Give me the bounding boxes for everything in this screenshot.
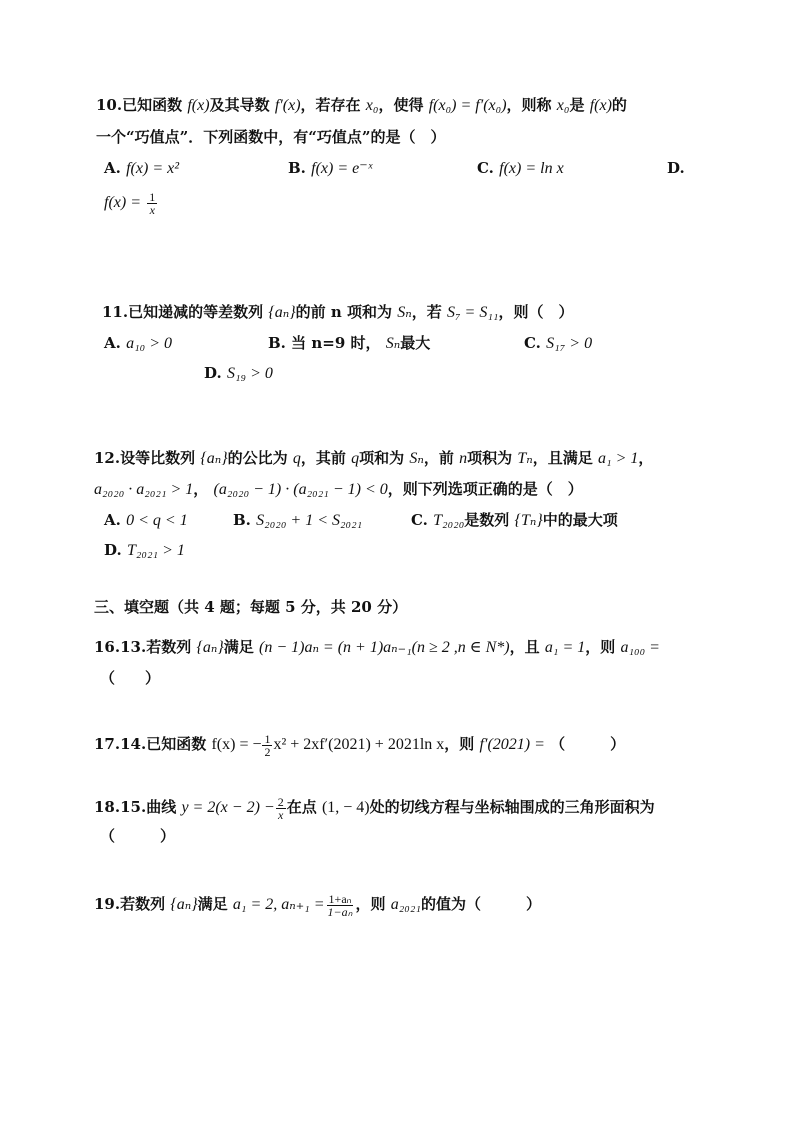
q14-fraction: $\frac{1}{2}$ — [264, 731, 271, 759]
q11-option-b[interactable]: B. 当 n=9 时， Sₙ最大 — [268, 334, 431, 352]
q12-line2: a₂₀₂₀ · a₂₀₂₁ > 1， (a₂₀₂₀ − 1) · (a₂₀₂₁ − 1) < 0，则下列选项正确的是（ ） — [94, 480, 583, 498]
q13-line1: 16.13.若数列 {aₙ}满足 (n − 1)aₙ = (n + 1)aₙ₋₁(n ≥ 2 ,n ∈ N*)，且 a₁ = 1，则 a₁₀₀ = — [94, 638, 660, 656]
q11-line1: 11.已知递减的等差数列 {aₙ}的前 n 项和为 Sₙ，若 S₇ = S₁₁，则（ ） — [102, 303, 574, 321]
q15-fraction: $\frac{2}{x}$ — [277, 794, 284, 822]
q10-option-d-label[interactable]: D. — [667, 159, 685, 177]
q15-answer-blank[interactable]: （ ） — [100, 827, 176, 845]
q19-fraction: $\frac{\text{1+aₙ}}{\text{1−aₙ}}$ — [327, 891, 353, 919]
q10-line1: 10.已知函数 f(x)及其导数 f′(x)，若存在 x₀，使得 f(x₀) = f′(x₀)，则称 x₀是 f(x)的 — [96, 96, 627, 114]
q12-option-c[interactable]: C. T₂₀₂₀是数列 {Tₙ}中的最大项 — [411, 511, 618, 529]
q10-option-d[interactable]: f(x) = $\frac{1}{x}$ — [104, 189, 156, 217]
q14-number: 17.14. — [94, 735, 147, 753]
q10-option-a[interactable]: A. f(x) = x² — [104, 159, 180, 177]
q14-line1: 17.14.已知函数 f(x) = − $\frac{1}{2}$ x² + 2xf′(2021) + 2021ln x，则 f′(2021) = （ ） — [94, 731, 626, 759]
q15-line1: 18.15.曲线 y = 2(x − 2) − $\frac{2}{x}$ 在点 (1, − 4)处的切线方程与坐标轴围成的三角形面积为 — [94, 794, 655, 822]
q10-line2: 一个“巧值点”．下列函数中，有“巧值点”的是（ ） — [96, 128, 446, 146]
q10-option-b[interactable]: B. f(x) = e⁻ˣ — [288, 159, 373, 177]
q11-option-c[interactable]: C. S₁₇ > 0 — [524, 334, 593, 352]
q14-answer-blank[interactable]: （ ） — [550, 735, 626, 753]
q19-line1: 19.若数列 {aₙ}满足 a₁ = 2, aₙ₊₁ = $\frac{\text{1+aₙ}}{\text{1−aₙ}}$ ，则 a₂₀₂₁的值为（ ） — [94, 891, 541, 919]
q10-option-c[interactable]: C. f(x) = ln x — [477, 159, 564, 177]
q19-number: 19. — [94, 895, 121, 913]
q11-option-d[interactable]: D. S₁₉ > 0 — [204, 364, 273, 382]
q13-answer-blank[interactable]: （ ） — [100, 669, 161, 687]
q11-number: 11. — [102, 303, 129, 321]
q12-number: 12. — [94, 449, 121, 467]
section-heading: 三、填空题（共 4 题；每题 5 分，共 20 分） — [94, 598, 408, 616]
q11-option-a[interactable]: A. a₁₀ > 0 — [104, 334, 173, 352]
q10-number: 10. — [96, 96, 123, 114]
q12-line1: 12.设等比数列 {aₙ}的公比为 q，其前 q项和为 Sₙ，前 n项积为 Tₙ，且满足 a₁ > 1， — [94, 449, 654, 467]
q13-number: 16.13. — [94, 638, 147, 656]
q12-option-b[interactable]: B. S₂₀₂₀ + 1 < S₂₀₂₁ — [233, 511, 363, 529]
q12-option-d[interactable]: D. T₂₀₂₁ > 1 — [104, 541, 185, 559]
q12-option-a[interactable]: A. 0 < q < 1 — [104, 511, 188, 529]
q10-option-d-fraction: $\frac{1}{x}$ — [149, 189, 156, 217]
q15-number: 18.15. — [94, 798, 147, 816]
